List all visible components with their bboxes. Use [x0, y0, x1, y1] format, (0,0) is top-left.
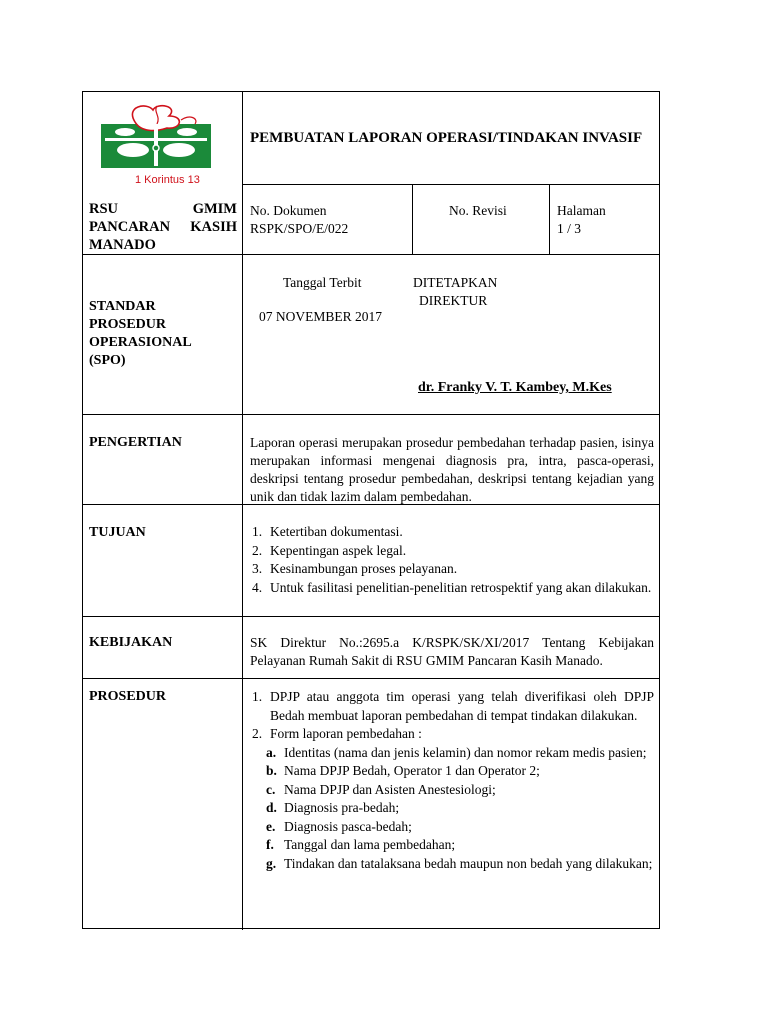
approved-line1: DITETAPKAN	[413, 275, 498, 290]
list-text: Untuk fasilitasi penelitian-penelitian retrospektif yang akan dilakukan.	[270, 579, 652, 595]
list-number: 3.	[252, 561, 263, 576]
document-number-label: No. Dokumen	[250, 203, 327, 218]
sub-list-letter: a.	[266, 744, 277, 760]
sub-list-letter: e.	[266, 818, 276, 834]
approved-line2: DIREKTUR	[419, 293, 488, 308]
hospital-name	[89, 200, 237, 254]
revision-label: No. Revisi	[449, 203, 507, 218]
hospital-logo	[95, 102, 215, 188]
list-item	[248, 560, 654, 579]
page-value: 1 / 3	[557, 221, 582, 236]
hospital-name-line3: MANADO	[89, 237, 156, 253]
list-text: Ketertiban dokumentasi.	[270, 524, 403, 539]
sub-list-text: Nama DPJP Bedah, Operator 1 dan Operator 2;	[284, 763, 540, 778]
pengertian-label: PENGERTIAN	[89, 435, 182, 450]
sub-list-letter: g.	[266, 855, 277, 871]
sub-list-text: Diagnosis pra-bedah;	[284, 800, 400, 815]
hospital-name-line1-b: GMIM	[192, 201, 237, 217]
hospital-name-line1-a: RSU	[89, 201, 119, 217]
sub-list-text: Identitas (nama dan jenis kelamin) dan nomor rekam medis pasien;	[284, 744, 647, 760]
issue-date: 07 NOVEMBER 2017	[259, 309, 383, 324]
signatory-name: dr. Franky V. T. Kambey, M.Kes	[418, 380, 612, 395]
spo-label-line: OPERASIONAL	[89, 335, 192, 350]
tujuan-list	[248, 523, 654, 597]
kebijakan-text: SK Direktur No.:2695.a K/RSPK/SK/XI/2017 Tentang Kebijakan Pelayanan Rumah Sakit di RSU GMIM Pancaran Kasih Manado.	[250, 635, 654, 668]
sub-list-item	[248, 799, 654, 818]
document-number-value: RSPK/SPO/E/022	[250, 221, 349, 236]
sub-list-item	[248, 818, 654, 837]
sub-list-letter: c.	[266, 781, 276, 797]
list-number: 4.	[252, 579, 263, 595]
list-number: 1.	[252, 524, 263, 539]
list-text: Form laporan pembedahan :	[270, 726, 422, 741]
sub-list-text: Tindakan dan tatalaksana bedah maupun non bedah yang dilakukan;	[284, 855, 653, 871]
prosedur-label: PROSEDUR	[89, 689, 167, 704]
sub-list-item	[248, 744, 654, 763]
column-divider-revisi	[549, 184, 550, 254]
list-item	[248, 523, 654, 542]
spo-document	[82, 91, 660, 929]
tujuan-label: TUJUAN	[89, 525, 146, 540]
sub-list-item	[248, 762, 654, 781]
spo-label-line: (SPO)	[89, 353, 126, 368]
row-divider	[83, 414, 659, 415]
hospital-name-line2-a: PANCARAN	[89, 219, 171, 235]
logo-emblem-icon	[95, 102, 215, 172]
list-text: Kesinambungan proses pelayanan.	[270, 561, 458, 576]
row-divider	[83, 254, 659, 255]
issue-date-label: Tanggal Terbit	[283, 275, 362, 290]
sub-list-text: Diagnosis pasca-bedah;	[284, 818, 412, 834]
row-divider	[83, 678, 659, 679]
approved-by	[413, 274, 497, 310]
spo-label-line: STANDAR	[89, 299, 156, 314]
sub-list-item	[248, 836, 654, 855]
sub-list-text: Nama DPJP dan Asisten Anestesiologi;	[284, 781, 496, 797]
list-item	[248, 688, 654, 725]
list-item	[248, 579, 654, 598]
list-text: DPJP atau anggota tim operasi yang telah diverifikasi oleh DPJP Bedah membuat laporan pembedahan di tempat tindakan dilakukan.	[270, 689, 654, 723]
sub-list-letter: b.	[266, 763, 277, 778]
spo-label	[89, 298, 192, 370]
column-divider	[242, 92, 243, 930]
page-number	[557, 202, 606, 238]
page-label: Halaman	[557, 203, 606, 218]
logo-caption: 1 Korintus 13	[135, 174, 200, 186]
list-number: 2.	[252, 542, 263, 558]
document-number	[250, 202, 348, 238]
sub-list-item	[248, 781, 654, 800]
sub-list-item	[248, 855, 654, 874]
list-number: 1.	[252, 689, 263, 704]
sub-list-letter: f.	[266, 837, 274, 852]
row-divider	[83, 616, 659, 617]
list-item	[248, 542, 654, 561]
kebijakan-label: KEBIJAKAN	[89, 635, 173, 650]
prosedur-list	[248, 688, 654, 873]
sub-list-text: Tanggal dan lama pembedahan;	[284, 837, 456, 852]
list-number: 2.	[252, 726, 263, 741]
row-divider	[242, 184, 660, 185]
pengertian-text: Laporan operasi merupakan prosedur pembedahan terhadap pasien, isinya merupakan informasi mengenai diagnosis pra, intra, pasca-operasi, deskripsi tentang prosedur pembedahan, deskripsi tentang kejadian yang unik dan tidak lazim dalam pembedahan.	[250, 435, 654, 504]
sub-list-letter: d.	[266, 800, 277, 815]
hospital-name-line2-b: KASIH	[190, 219, 237, 235]
list-item	[248, 725, 654, 744]
list-text: Kepentingan aspek legal.	[270, 542, 407, 558]
spo-label-line: PROSEDUR	[89, 317, 167, 332]
column-divider-dokumen	[412, 184, 413, 254]
document-title: PEMBUATAN LAPORAN OPERASI/TINDAKAN INVASIF	[250, 130, 643, 146]
